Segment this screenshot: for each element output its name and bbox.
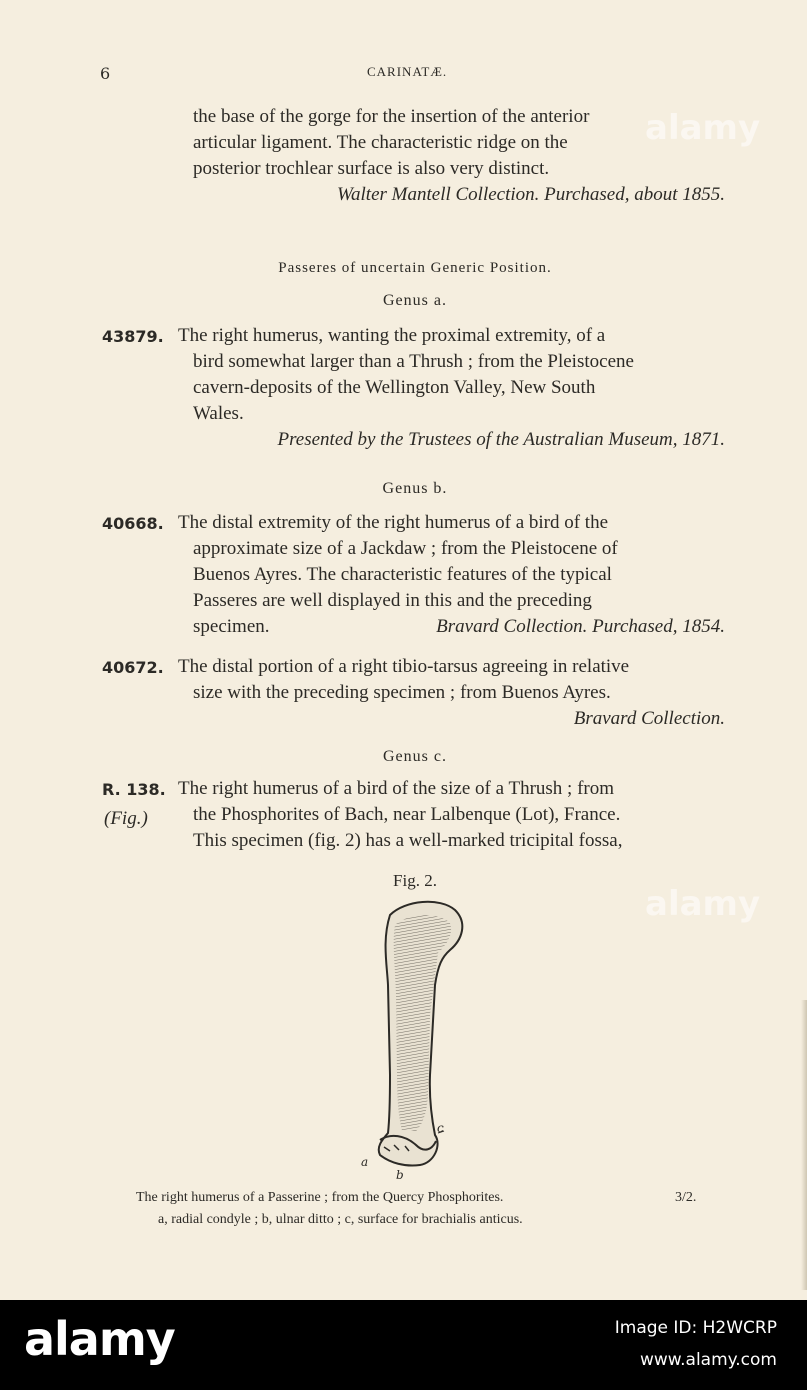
figure-letter-c: c: [437, 1121, 444, 1135]
entry-provenance: Bravard Collection.: [573, 708, 725, 729]
entry-line: The distal extremity of the right humerus of a bird of the: [178, 512, 609, 533]
specimen-number: R. 138.: [102, 780, 166, 799]
image-id: Image ID: H2WCRP: [614, 1318, 777, 1338]
figure-letter-b: b: [396, 1168, 404, 1182]
watermark: alamy: [645, 884, 761, 924]
entry-line: Passeres are well displayed in this and the preceding: [193, 590, 592, 611]
entry-line: The distal portion of a right tibio-tarsus agreeing in relative: [178, 656, 630, 677]
section-title: Passeres of uncertain Generic Position.: [278, 260, 552, 276]
genus-b-heading: Genus b.: [382, 480, 448, 497]
entry-line: This specimen (fig. 2) has a well-marked tricipital fossa,: [193, 830, 623, 851]
alamy-logo: alamy: [24, 1312, 175, 1366]
humerus-illustration: [350, 895, 480, 1175]
stock-url: www.alamy.com: [639, 1350, 777, 1370]
entry-line: The right humerus of a bird of the size of a Thrush ; from: [178, 778, 615, 799]
entry-line: cavern-deposits of the Wellington Valley, New South: [193, 377, 596, 398]
specimen-number: 40668.: [102, 514, 164, 533]
page-edge: [801, 1000, 807, 1290]
figure-scale: 3/2.: [675, 1190, 697, 1205]
figure-reference: (Fig.): [104, 808, 148, 829]
specimen-number: 40672.: [102, 658, 164, 677]
genus-c-heading: Genus c.: [383, 748, 447, 765]
entry-line: approximate size of a Jackdaw ; from the Pleistocene of: [193, 538, 618, 559]
entry-line: Buenos Ayres. The characteristic features of the typical: [193, 564, 612, 585]
intro-line: the base of the gorge for the insertion of the anterior: [193, 106, 590, 127]
entry-provenance: Presented by the Trustees of the Australian Museum, 1871.: [277, 429, 725, 450]
entry-line: The right humerus, wanting the proximal extremity, of a: [178, 325, 606, 346]
figure-letter-a: a: [361, 1155, 369, 1169]
humerus-bone: [379, 902, 463, 1166]
entry-line: the Phosphorites of Bach, near Lalbenque (Lot), France.: [193, 804, 621, 825]
entry-line: size with the preceding specimen ; from Buenos Ayres.: [193, 682, 611, 703]
figure-caption-line: The right humerus of a Passerine ; from the Quercy Phosphorites.: [136, 1190, 504, 1205]
running-title: CARINATÆ.: [367, 64, 448, 79]
page-number: 6: [100, 64, 111, 83]
intro-line: posterior trochlear surface is also very distinct.: [193, 158, 550, 179]
entry-line: specimen.: [193, 616, 270, 637]
intro-line: articular ligament. The characteristic ridge on the: [193, 132, 568, 153]
entry-line: Wales.: [193, 403, 244, 424]
figure-label: Fig. 2.: [393, 871, 437, 890]
specimen-number: 43879.: [102, 327, 164, 346]
entry-provenance: Bravard Collection. Purchased, 1854.: [436, 616, 725, 637]
watermark: alamy: [645, 108, 761, 148]
figure-caption-line: a, radial condyle ; b, ulnar ditto ; c, surface for brachialis anticus.: [158, 1212, 523, 1227]
entry-line: bird somewhat larger than a Thrush ; from the Pleistocene: [193, 351, 634, 372]
intro-provenance: Walter Mantell Collection. Purchased, about 1855.: [336, 184, 725, 205]
genus-a-heading: Genus a.: [383, 292, 447, 309]
